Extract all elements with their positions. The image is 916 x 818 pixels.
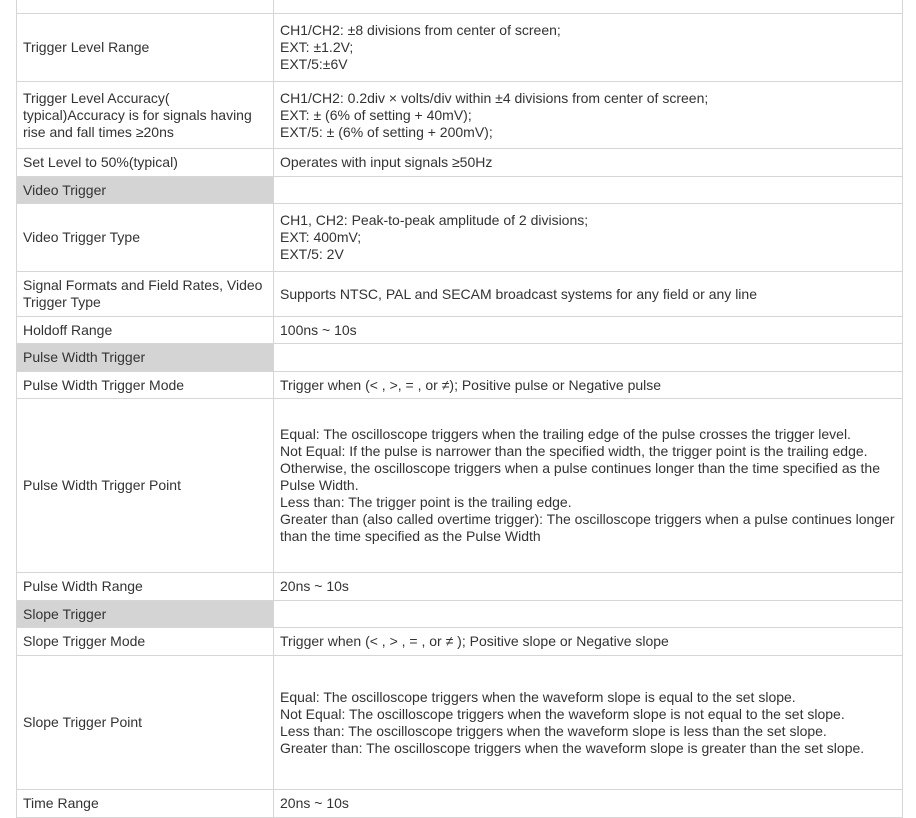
section-title: Slope Trigger (17, 601, 274, 628)
row-value (274, 0, 903, 14)
value-line: Greater than (also called overtime trigger): The oscilloscope triggers when a pulse continues longer than the time specified as the Pulse Width (280, 511, 895, 544)
row-value (274, 149, 903, 177)
value-line: EXT/5: 2V (280, 246, 344, 262)
value-line: EXT: 400mV; (280, 229, 362, 245)
row-value (274, 204, 903, 272)
section-header-row (17, 601, 903, 628)
table-row (17, 272, 903, 317)
section-empty-cell (274, 601, 903, 628)
table-row (17, 399, 903, 573)
section-header-row (17, 344, 903, 372)
row-value (274, 82, 903, 149)
row-value (274, 790, 903, 818)
value-line: Greater than: The oscilloscope triggers when the waveform slope is greater than the set slope. (280, 739, 865, 756)
section-empty-cell (274, 344, 903, 372)
table-row (17, 573, 903, 601)
trigger-spec-table (16, 0, 903, 818)
value-line: CH1, CH2: Peak-to-peak amplitude of 2 divisions; (280, 212, 589, 228)
table-row (17, 82, 903, 149)
row-key: Set Level to 50%(typical) (17, 149, 274, 177)
table-row (17, 149, 903, 177)
row-key: Pulse Width Trigger Mode (17, 372, 274, 399)
value-line: Operates with input signals ≥50Hz (280, 154, 493, 170)
row-key: Trigger Level Accuracy( typical)Accuracy is for signals having rise and fall times ≥20ns (17, 82, 274, 149)
table-row (17, 372, 903, 399)
row-value (274, 628, 903, 656)
section-title: Video Trigger (17, 177, 274, 204)
value-line: Not Equal: If the pulse is narrower than the specified width, the trigger point is the trailing edge. Otherwise, the oscilloscope triggers when a pulse continues longer than the time specified as the Pulse Width. (280, 443, 881, 493)
row-value (274, 399, 903, 573)
row-key: Slope Trigger Mode (17, 628, 274, 656)
value-line: EXT/5:±6V (280, 56, 348, 72)
row-key: Video Trigger Type (17, 204, 274, 272)
value-line: 20ns ~ 10s (280, 578, 349, 594)
section-empty-cell (274, 177, 903, 204)
value-line: Trigger when (< , > , = , or ≠ ); Positive slope or Negative slope (280, 633, 669, 649)
value-line: Equal: The oscilloscope triggers when the trailing edge of the pulse crosses the trigger level. (280, 426, 851, 442)
row-value (274, 372, 903, 399)
value-line: Supports NTSC, PAL and SECAM broadcast systems for any field or any line (280, 285, 757, 302)
row-key: Slope Trigger Point (17, 656, 274, 790)
table-row (17, 14, 903, 82)
row-key: Time Range (17, 790, 274, 818)
value-line: Less than: The trigger point is the trailing edge. (280, 494, 572, 510)
row-key (17, 0, 274, 14)
table-row (17, 628, 903, 656)
section-title: Pulse Width Trigger (17, 344, 274, 372)
row-key: Pulse Width Range (17, 573, 274, 601)
row-key: Signal Formats and Field Rates, Video Trigger Type (17, 272, 274, 317)
value-line: EXT: ±1.2V; (280, 39, 354, 55)
section-header-row (17, 177, 903, 204)
table-row (17, 204, 903, 272)
row-key: Pulse Width Trigger Point (17, 399, 274, 573)
value-line: Trigger when (< , >, = , or ≠); Positive pulse or Negative pulse (280, 376, 662, 393)
row-value (274, 272, 903, 317)
value-line: CH1/CH2: ±8 divisions from center of screen; (280, 22, 561, 38)
row-key: Holdoff Range (17, 317, 274, 344)
value-line: Less than: The oscilloscope triggers when the waveform slope is less than the set slope. (280, 722, 827, 739)
table-row (17, 790, 903, 818)
row-value (274, 573, 903, 601)
row-value (274, 317, 903, 344)
value-line: Equal: The oscilloscope triggers when the waveform slope is equal to the set slope. (280, 688, 796, 705)
row-value (274, 14, 903, 82)
value-line: CH1/CH2: 0.2div × volts/div within ±4 divisions from center of screen; (280, 89, 709, 106)
value-line: 20ns ~ 10s (280, 795, 349, 811)
row-value (274, 656, 903, 790)
value-line: 100ns ~ 10s (280, 321, 357, 338)
row-key: Trigger Level Range (17, 14, 274, 82)
value-line: EXT/5: ± (6% of setting + 200mV); (280, 123, 493, 140)
value-line: EXT: ± (6% of setting + 40mV); (280, 106, 472, 123)
table-row (17, 317, 903, 344)
value-line: Not Equal: The oscilloscope triggers when the waveform slope is not equal to the set slope. (280, 705, 845, 722)
table-row-blank (17, 0, 903, 14)
table-row (17, 656, 903, 790)
